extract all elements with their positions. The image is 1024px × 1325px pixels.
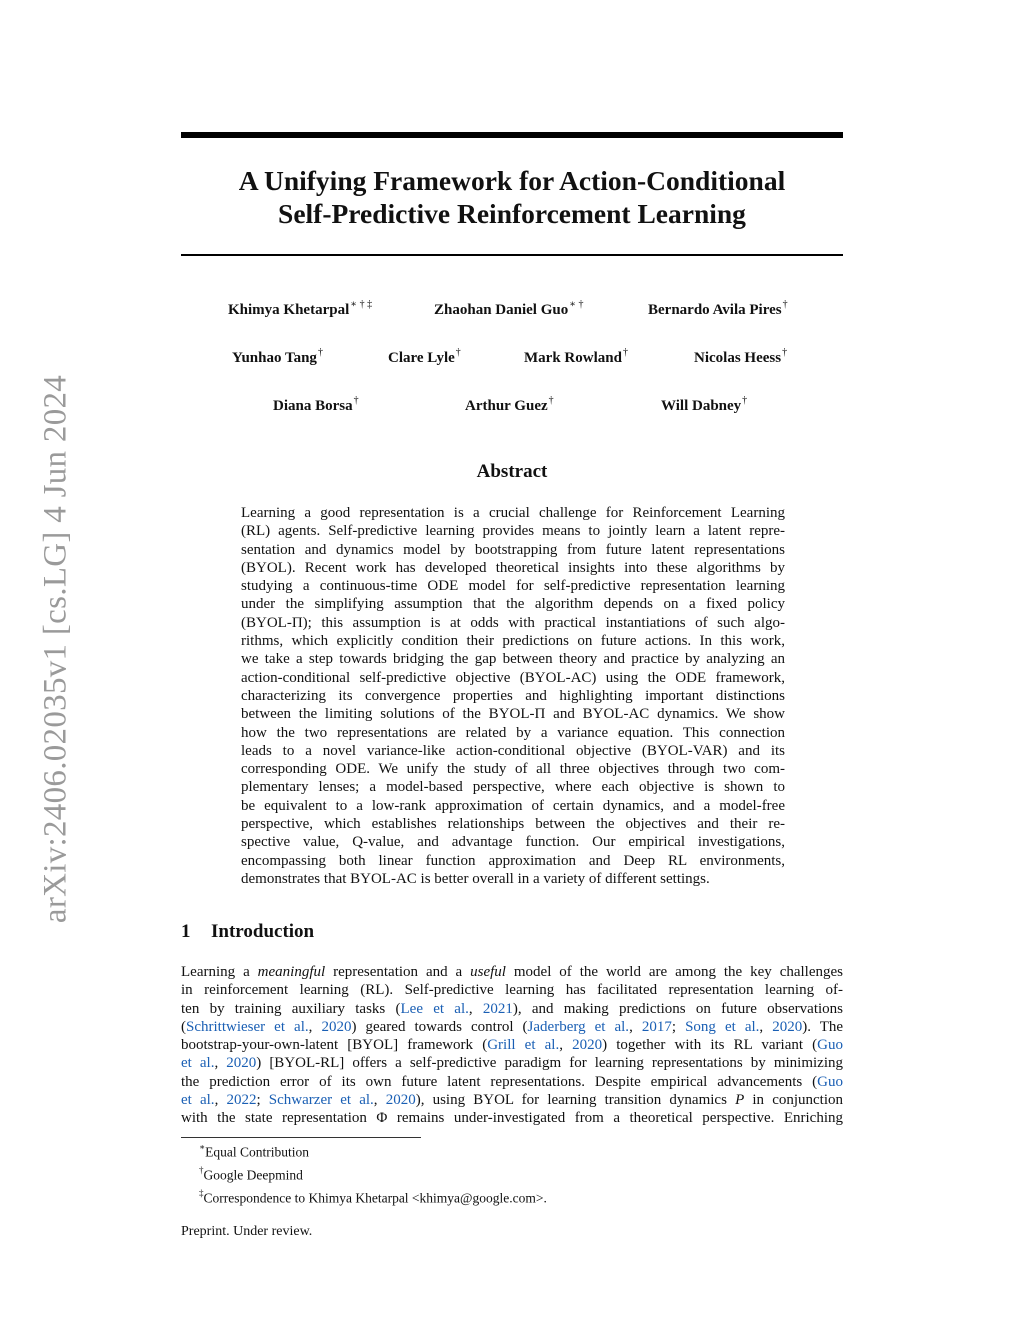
citation-link[interactable]: 2020 (226, 1055, 257, 1072)
citation-link[interactable]: 2017 (641, 1018, 672, 1035)
author (648, 300, 788, 319)
text-run: the prediction error of its own future latent representations. Despite empirical advancements ( (181, 1073, 818, 1090)
citation-link[interactable]: Guo (817, 1073, 843, 1090)
abstract-line: be equivalent to a low-rank approximation of certain dynamics, and a model-free (241, 797, 785, 814)
author (694, 348, 787, 367)
intro-line (181, 1000, 843, 1018)
author-name: Will Dabney (661, 398, 742, 414)
text-run: model of the world are among the key challenges (505, 964, 843, 980)
title-top-rule (181, 132, 843, 138)
citation-link[interactable]: 2020 (321, 1018, 352, 1035)
citation-link[interactable]: 2021 (482, 1000, 513, 1017)
text-run: ), and making predictions on future observations (512, 1000, 844, 1017)
citation-link[interactable]: Grill et al. (487, 1037, 560, 1054)
text-run: ). The (802, 1018, 844, 1035)
footnote-text: Correspondence to Khimya Khetarpal <khimya@google.com>. (203, 1190, 547, 1206)
citation-link[interactable]: Lee et al. (400, 1000, 469, 1017)
intro-line (181, 1091, 843, 1109)
abstract-body (241, 504, 785, 888)
footnote-mark: ∗ (199, 1142, 206, 1152)
footnotes (199, 1139, 547, 1208)
emphasis-text: meaningful (257, 964, 326, 980)
text-run: , (559, 1037, 573, 1054)
text-run: representation and a (325, 964, 471, 980)
abstract-line: under the simplifying assumption that the algorithm depends on a fixed policy (241, 596, 785, 613)
intro-line (181, 1036, 843, 1054)
arxiv-stamp-text: arXiv:2406.02035v1 [cs.LG] 4 Jun 2024 (37, 374, 74, 924)
footnote-mark: † (199, 1165, 204, 1175)
author-name: Mark Rowland (524, 350, 622, 366)
text-run: ) [BYOL-RL] offers a self-predictive paradigm for learning representations by minimizing (256, 1055, 843, 1072)
section-number: 1 (181, 921, 191, 942)
math-symbol: P (735, 1092, 745, 1109)
citation-link[interactable]: 2022 (226, 1092, 257, 1109)
author-name: Clare Lyle (388, 350, 455, 366)
text-run: , (759, 1018, 773, 1035)
citation-link[interactable]: et al. (181, 1055, 215, 1072)
text-run: ; (256, 1092, 269, 1109)
abstract-line: corresponding ODE. We unify the study of all three objectives through two com- (241, 761, 785, 778)
citation-link[interactable]: Song et al. (685, 1018, 760, 1035)
author (465, 396, 554, 415)
author-name: Arthur Guez (465, 398, 548, 414)
author-name: Yunhao Tang (232, 350, 317, 366)
preprint-note: Preprint. Under review. (181, 1224, 313, 1239)
author (661, 396, 747, 415)
citation-link[interactable]: et al. (181, 1092, 215, 1109)
footnote (199, 1162, 547, 1185)
author-affiliation-marks: † (782, 347, 788, 358)
title-line-2: Self-Predictive Reinforcement Learning (278, 198, 746, 229)
abstract-line: (BYOL-Π); this assumption is at odds with practical instantiations of such algo- (241, 614, 785, 631)
author-name: Khimya Khetarpal (228, 302, 350, 318)
footnote-text: Equal Contribution (205, 1144, 309, 1160)
abstract-line: studying a continuous-time ODE model for self-predictive representation learning (241, 578, 785, 595)
footnote-text: Google Deepmind (203, 1167, 303, 1183)
text-run: ; (671, 1018, 686, 1035)
text-run: , (468, 1000, 483, 1017)
abstract-line: spective value, Q-value, and advantage function. Our empirical investigations, (241, 834, 785, 851)
title-bottom-rule (181, 254, 843, 256)
author-name: Diana Borsa (273, 398, 353, 414)
author-affiliation-marks: ∗ † ‡ (350, 299, 373, 310)
intro-line (181, 1018, 843, 1036)
author (273, 396, 359, 415)
text-run: , (373, 1092, 386, 1109)
author (232, 348, 323, 367)
abstract-line: (RL) agents. Self-predictive learning provides means to jointly learn a latent repre- (241, 523, 785, 540)
author-affiliation-marks: † (548, 395, 554, 406)
section-heading-introduction (181, 921, 314, 943)
footnote-mark: ‡ (199, 1188, 204, 1198)
title-line-1: A Unifying Framework for Action-Conditional (238, 165, 786, 196)
abstract-line: rithms, which explicitly condition their predictions on future actions. In this work, (241, 633, 785, 650)
text-run: ), using BYOL for learning transition dynamics (415, 1092, 736, 1109)
text-run: Learning a (181, 964, 258, 980)
text-run: , (214, 1092, 227, 1109)
intro-line (181, 1054, 843, 1072)
author (388, 348, 461, 367)
author-name: Nicolas Heess (694, 350, 782, 366)
footnote (199, 1185, 547, 1208)
citation-link[interactable]: 2020 (572, 1037, 603, 1054)
footnote (199, 1139, 547, 1162)
intro-line: with the state representation Φ remains under-investigated from a theoretical perspective. Enriching (181, 1110, 843, 1127)
emphasis-text: useful (470, 964, 506, 980)
intro-line (181, 1073, 843, 1091)
text-run: in conjunction (744, 1092, 844, 1109)
abstract-line: leads to a novel variance-like action-conditional objective (BYOL-VAR) and its (241, 742, 785, 759)
citation-link[interactable]: 2020 (385, 1092, 416, 1109)
abstract-line: sentation and dynamics model by bootstrapping from future latent representations (241, 541, 785, 558)
text-run: ( (181, 1018, 186, 1035)
author (434, 300, 584, 319)
author-affiliation-marks: † (742, 395, 748, 406)
citation-link[interactable]: Schrittwieser et al. (186, 1018, 309, 1035)
author-name: Zhaohan Daniel Guo (434, 302, 569, 318)
text-run: ten by training auxiliary tasks ( (181, 1000, 401, 1017)
abstract-line: characterizing its convergence properties and highlighting important distinctions (241, 687, 785, 704)
intro-line: in reinforcement learning (RL). Self-predictive learning has facilitated representation learning of- (181, 982, 843, 999)
abstract-heading: Abstract (476, 461, 548, 482)
author (228, 300, 372, 319)
text-run: ) together with its RL variant ( (602, 1037, 818, 1054)
footnote-rule (181, 1137, 421, 1138)
text-run: bootstrap-your-own-latent [BYOL] framework ( (181, 1037, 488, 1054)
citation-link[interactable]: Guo (817, 1037, 844, 1054)
abstract-line: we take a step towards bridging the gap between theory and practice by analyzing an (241, 651, 785, 668)
author-affiliation-marks: † (317, 347, 323, 358)
abstract-line: demonstrates that BYOL-AC is better overall in a variety of different settings. (241, 870, 710, 887)
abstract-line: action-conditional self-predictive objective (BYOL-AC) using the ODE framework, (241, 669, 785, 686)
text-run: ) geared towards control ( (351, 1018, 528, 1035)
author-affiliation-marks: ∗ † (569, 299, 584, 310)
citation-link[interactable]: 2020 (772, 1018, 803, 1035)
author-affiliation-marks: † (455, 347, 461, 358)
citation-link[interactable]: Jaderberg et al. (527, 1018, 630, 1035)
abstract-line: encompassing both linear function approximation and Deep RL environments, (241, 852, 785, 869)
author-name: Bernardo Avila Pires (648, 302, 782, 318)
paper-title (181, 164, 843, 230)
abstract-line: between the limiting solutions of the BYOL-Π and BYOL-AC dynamics. We show (241, 706, 785, 723)
text-run: , (214, 1055, 227, 1072)
abstract-line: perspective, which establishes relationships between the objectives and their re- (241, 816, 785, 833)
section-title: Introduction (211, 921, 315, 942)
intro-line (181, 963, 843, 981)
introduction-body (181, 963, 843, 1128)
abstract-line: Learning a good representation is a crucial challenge for Reinforcement Learning (241, 505, 785, 521)
author-affiliation-marks: † (353, 395, 359, 406)
author (524, 348, 628, 367)
abstract-line: plementary lenses; a model-based perspective, where each objective is shown to (241, 779, 785, 796)
abstract-line: (BYOL). Recent work has developed theoretical insights into these algorithms by (241, 559, 785, 576)
author-affiliation-marks: † (622, 347, 628, 358)
text-run: , (629, 1018, 642, 1035)
text-run: , (308, 1018, 322, 1035)
citation-link[interactable]: Schwarzer et al. (268, 1092, 374, 1109)
abstract-line: how the two representations are related by a variance equation. This connection (241, 724, 785, 741)
author-affiliation-marks: † (782, 299, 788, 310)
